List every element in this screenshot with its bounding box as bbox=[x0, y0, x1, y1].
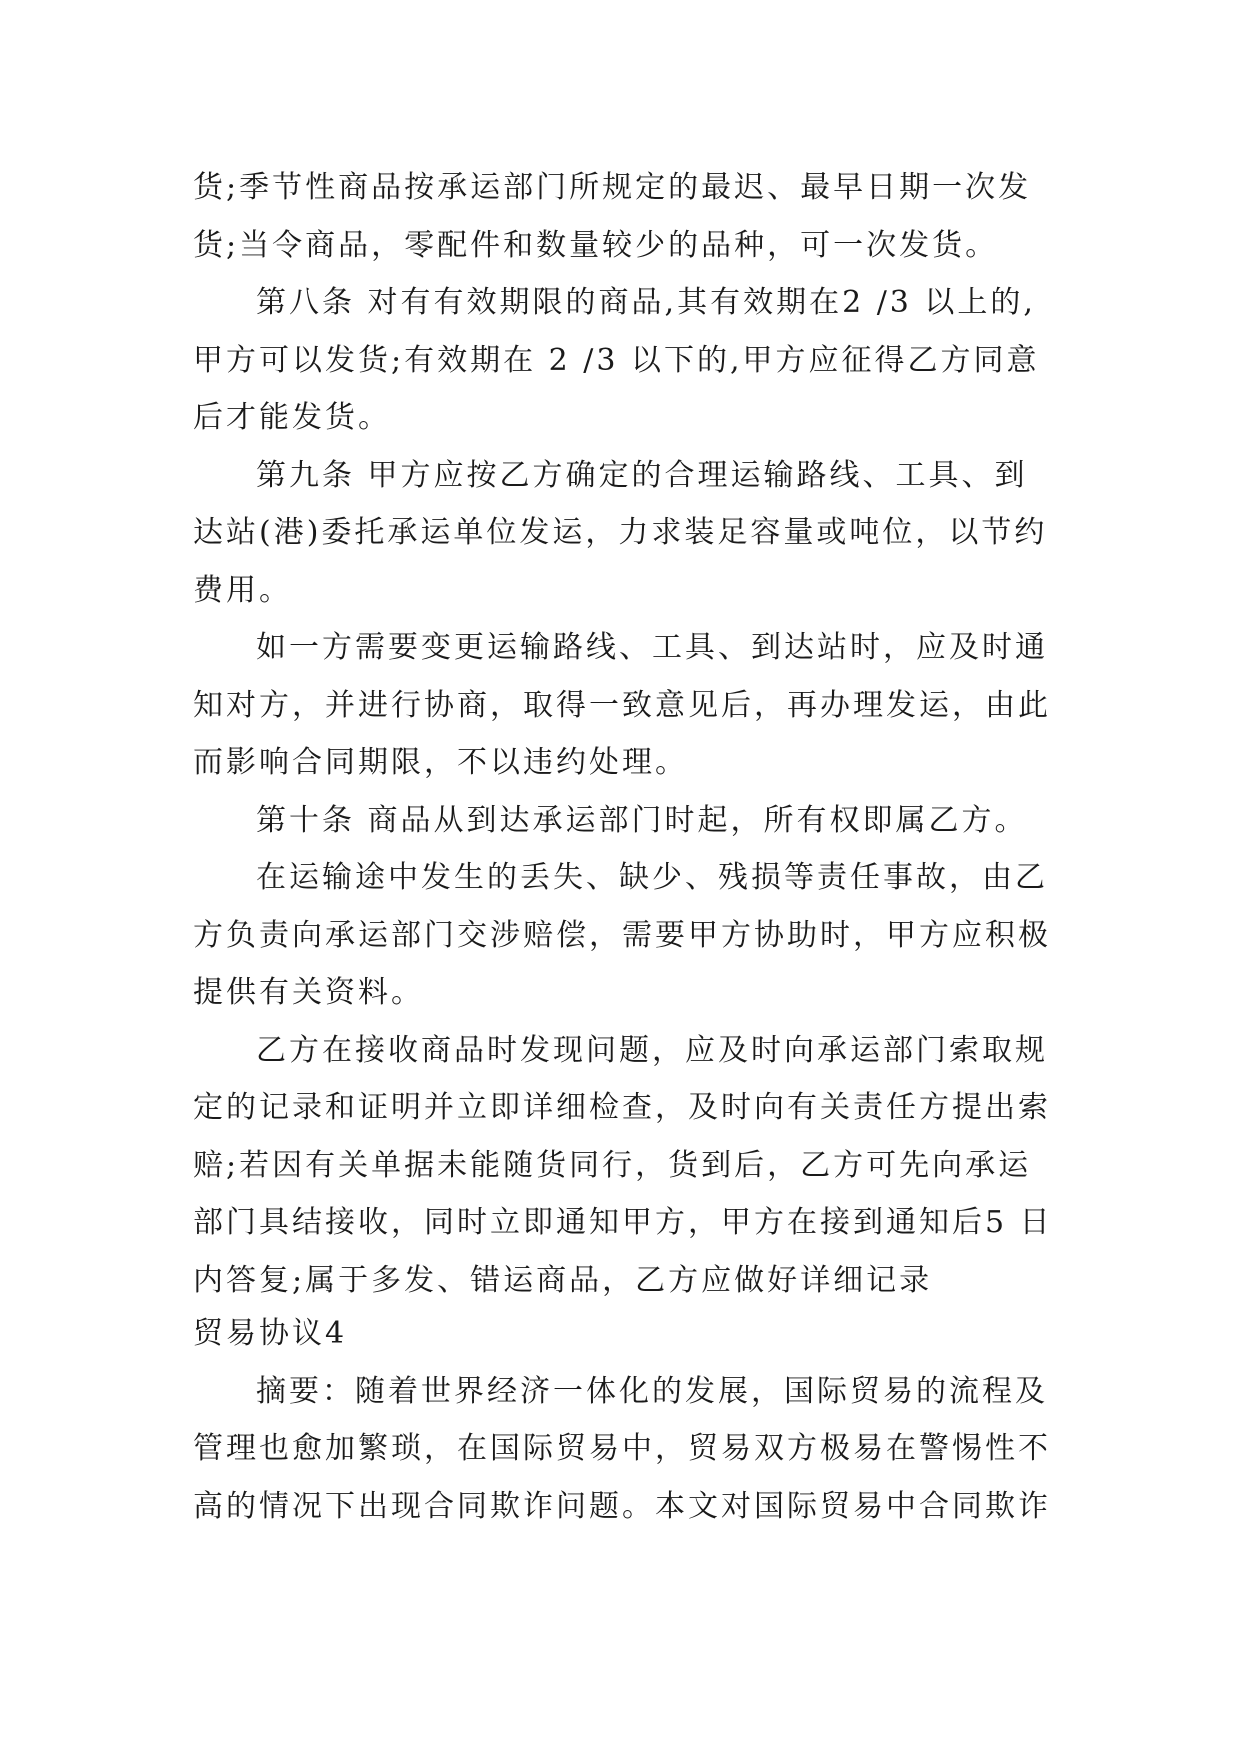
section-heading: 贸易协议4 bbox=[193, 1316, 348, 1351]
text-line: 后才能发货。 bbox=[193, 400, 391, 435]
text-line: 定的记录和证明并立即详细检查，及时向有关责任方提出索 bbox=[193, 1090, 1051, 1125]
text-line: 知对方，并进行协商，取得一致意见后，再办理发运，由此 bbox=[193, 688, 1051, 723]
text-line: 管理也愈加繁琐，在国际贸易中，贸易双方极易在警惕性不 bbox=[193, 1431, 1051, 1466]
text-line: 在运输途中发生的丢失、缺少、残损等责任事故，由乙 bbox=[256, 860, 1048, 895]
text-line: 乙方在接收商品时发现问题，应及时向承运部门索取规 bbox=[256, 1033, 1048, 1068]
text-line: 提供有关资料。 bbox=[193, 975, 424, 1010]
text-line: 第九条 甲方应按乙方确定的合理运输路线、工具、到 bbox=[256, 458, 1028, 493]
text-line: 第八条 对有有效期限的商品,其有效期在2 /3 以上的, bbox=[256, 285, 1036, 320]
text-line: 部门具结接收，同时立即通知甲方，甲方在接到通知后5 日 bbox=[193, 1205, 1053, 1240]
text-line: 货;当令商品，零配件和数量较少的品种，可一次发货。 bbox=[193, 228, 999, 263]
text-line: 达站(港)委托承运单位发运，力求装足容量或吨位，以节约 bbox=[193, 515, 1048, 550]
text-line: 费用。 bbox=[193, 573, 292, 608]
text-line: 摘要：随着世界经济一体化的发展，国际贸易的流程及 bbox=[256, 1374, 1048, 1409]
text-line: 赔;若因有关单据未能随货同行，货到后，乙方可先向承运 bbox=[193, 1148, 1032, 1183]
text-line: 如一方需要变更运输路线、工具、到达站时，应及时通 bbox=[256, 630, 1048, 665]
text-line: 内答复;属于多发、错运商品，乙方应做好详细记录 bbox=[193, 1263, 933, 1298]
text-line: 方负责向承运部门交涉赔偿，需要甲方协助时，甲方应积极 bbox=[193, 918, 1051, 953]
text-line: 第十条 商品从到达承运部门时起，所有权即属乙方。 bbox=[256, 803, 1028, 838]
text-line: 而影响合同期限，不以违约处理。 bbox=[193, 745, 688, 780]
text-line: 甲方可以发货;有效期在 2 /3 以下的,甲方应征得乙方同意 bbox=[193, 343, 1040, 378]
text-line: 高的情况下出现合同欺诈问题。本文对国际贸易中合同欺诈 bbox=[193, 1489, 1051, 1524]
text-line: 货;季节性商品按承运部门所规定的最迟、最早日期一次发 bbox=[193, 170, 1032, 205]
